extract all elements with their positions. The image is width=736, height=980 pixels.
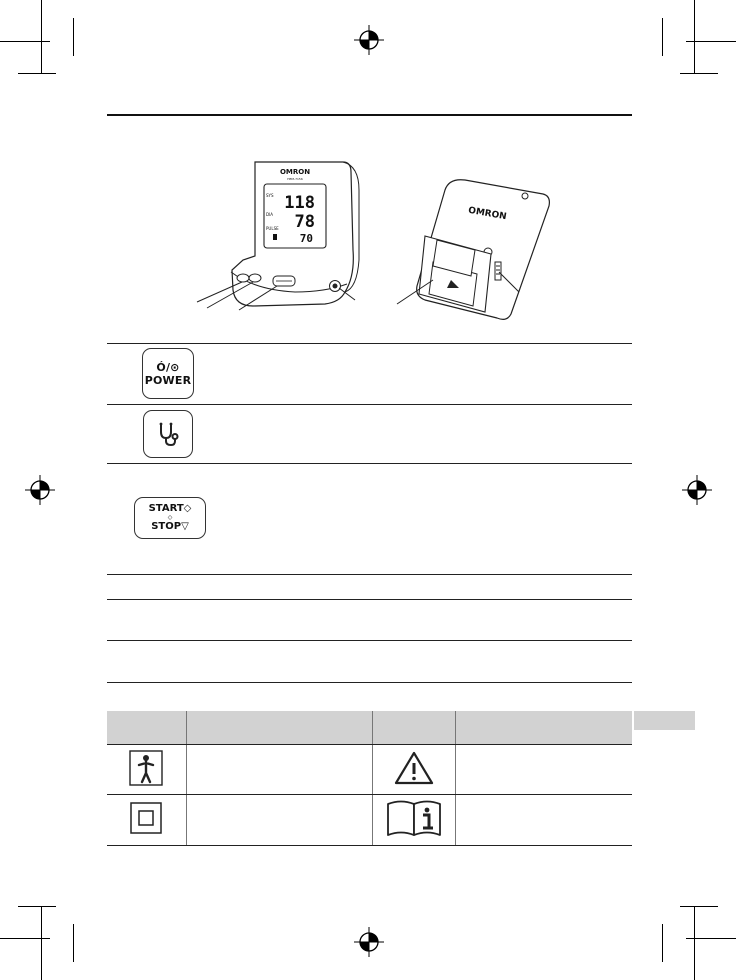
symbols-table-header [107, 711, 632, 745]
registration-mark-bottom [354, 927, 384, 957]
crop-mark-br-v2 [662, 924, 663, 962]
front-label-pulse: PULSE [266, 226, 279, 231]
crop-mark-tl-h [0, 41, 50, 42]
device-back-illustration [395, 176, 555, 321]
registration-mark-right [682, 475, 712, 505]
crop-mark-bl-h [0, 938, 50, 939]
front-model-label: HEM-7156 [287, 177, 303, 181]
front-label-dia: DIA [266, 212, 273, 217]
crop-mark-bl-v2 [73, 924, 74, 962]
crop-mark-tr-v [694, 0, 695, 74]
crop-mark-tl-v [41, 0, 42, 74]
registration-mark-left [25, 475, 55, 505]
crop-mark-tr-h [686, 41, 736, 42]
row-divider-3 [107, 463, 632, 464]
crop-mark-tl-v2 [73, 18, 74, 56]
crop-mark-tl-h2 [18, 73, 56, 74]
row-divider-2 [107, 404, 632, 405]
warning-triangle-icon [393, 750, 435, 786]
power-label: POWER [144, 373, 192, 387]
header-rule [107, 114, 632, 116]
power-symbol: Ó/⊙ [156, 360, 180, 374]
crop-mark-tr-h2 [680, 73, 718, 74]
front-screen-pulse: 70 [299, 232, 313, 245]
crop-mark-bl-v [41, 906, 42, 980]
read-instructions-icon [385, 798, 443, 838]
stop-label: STOP [151, 521, 182, 532]
symbols-table-row [107, 745, 632, 795]
crop-mark-br-h [686, 938, 736, 939]
front-screen-sys: 118 [284, 193, 315, 213]
start-stop-button-icon: START◇ ◇ STOP▽ [134, 497, 206, 539]
class-ii-equipment-icon [129, 801, 163, 835]
stethoscope-icon [155, 421, 181, 447]
symbols-table [107, 711, 632, 846]
row-divider-4 [107, 574, 632, 575]
front-screen-dia: 78 [294, 212, 315, 232]
back-brand-logo: OMRON [467, 205, 508, 223]
front-label-sys: SYS [266, 193, 274, 198]
stop-symbol: ▽ [181, 521, 189, 532]
section-tab [634, 711, 695, 730]
crop-mark-bl-h2 [18, 906, 56, 907]
row-divider-1 [107, 343, 632, 344]
crop-mark-br-h2 [680, 906, 718, 907]
row-divider-6 [107, 640, 632, 641]
front-brand-logo: OMRON [279, 168, 311, 176]
registration-mark-top [354, 25, 384, 55]
type-bf-applied-part-icon [128, 749, 164, 787]
stethoscope-button-icon [143, 410, 193, 458]
crop-mark-tr-v2 [662, 18, 663, 56]
device-front-illustration [195, 160, 365, 315]
row-divider-7 [107, 682, 632, 683]
power-button-icon [142, 348, 194, 399]
start-label: START [148, 503, 184, 514]
symbols-table-row [107, 795, 632, 846]
row-divider-5 [107, 599, 632, 600]
crop-mark-br-v [694, 906, 695, 980]
start-symbol: ◇ [183, 503, 192, 514]
